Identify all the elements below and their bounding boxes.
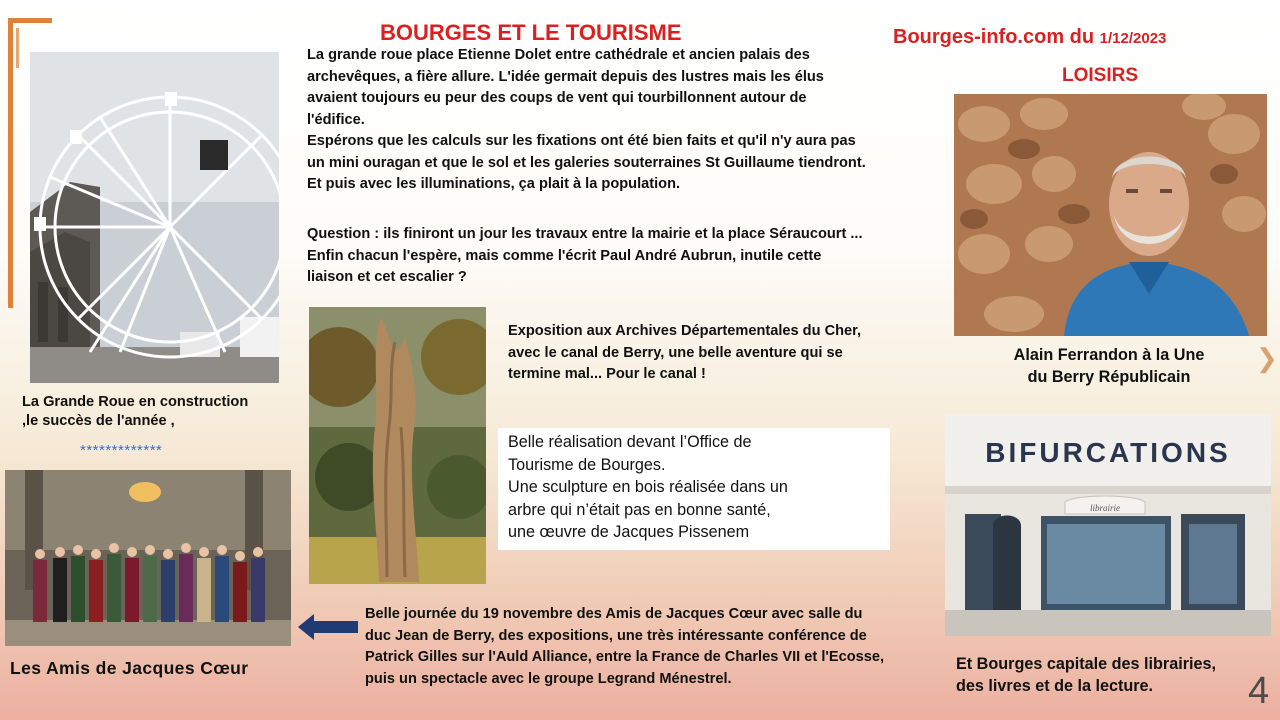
text-line: archevêques, a fière allure. L'idée germait depuis des lustres mais les élus [307, 68, 824, 85]
caption-line: des livres et de la lecture. [956, 677, 1154, 695]
text-line: duc Jean de Berry, des expositions, une très intéressante conférence de [365, 627, 867, 644]
caption-line: Et Bourges capitale des librairies, [956, 655, 1216, 673]
text-line: termine mal... Pour le canal ! [508, 366, 706, 382]
text-line: un mini ouragan et que le sol et les galeries souterraines St Guillaume tiendront. [307, 154, 866, 171]
text-line: Et puis avec les illuminations, ça plait à la population. [307, 176, 681, 192]
section-title: LOISIRS [1062, 65, 1139, 86]
text-line: Enfin chacun l'espère, mais comme l'écrit Paul André Aubrun, inutile cette [307, 247, 822, 264]
ferris-wheel-photo [30, 52, 279, 383]
issue-date: 1/12/2023 [1099, 30, 1167, 47]
shop-sign: BIFURCATIONS [985, 437, 1231, 468]
text-line: Espérons que les calculs sur les fixations ont été bien faits et qu'il n'y aura pas [307, 133, 856, 149]
text-line: Patrick Gilles sur l'Auld Alliance, entre la France de Charles VII et l'Ecosse, [365, 649, 885, 665]
text-line: puis un spectacle avec le groupe Legrand Ménestrel. [365, 670, 732, 687]
caption-line: Alain Ferrandon à la Une [1013, 346, 1205, 364]
caption-alain-ferrandon [975, 344, 1243, 388]
text-line: Exposition aux Archives Départementales du Cher, [508, 323, 862, 339]
shop-sub-sign: librairie [1089, 503, 1121, 513]
text-line: Une sculpture en bois réalisée dans un [508, 478, 788, 496]
text-line: avaient toujours eu peur des coups de vent qui tourbillonnent autour de [307, 90, 807, 106]
caption-amis-jacques-coeur: Les Amis de Jacques Cœur [10, 658, 249, 678]
chevron-right-icon: ❯ [1256, 343, 1278, 373]
article-sculpture [508, 431, 888, 544]
text-line: La grande roue place Etienne Dolet entre cathédrale et ancien palais des [307, 47, 810, 63]
article-travaux [307, 224, 947, 289]
caption-line: du Berry Républicain [1027, 368, 1191, 386]
article-amis-jacques-coeur [365, 604, 945, 690]
caption-line: ,le succès de l'année , [22, 413, 175, 429]
text-line: avec le canal de Berry, une belle aventure qui se [508, 344, 843, 361]
caption-librairie [956, 653, 1276, 697]
caption-line: La Grande Roue en construction [22, 394, 249, 410]
text-line: Tourisme de Bourges. [508, 455, 666, 474]
text-line: arbre qui n’était pas en bonne santé, [508, 500, 771, 519]
text-line: liaison et cet escalier ? [307, 269, 467, 285]
separator-stars: ************* [80, 442, 163, 459]
text-line: Belle journée du 19 novembre des Amis de Jacques Cœur avec salle du [365, 606, 863, 622]
orange-corner-bar-top [8, 18, 52, 23]
page-number: 4 [1248, 670, 1270, 712]
page-title: BOURGES ET LE TOURISME [380, 20, 682, 45]
text-line: une œuvre de Jacques Pissenem [508, 523, 750, 541]
text-line: Question : ils finiront un jour les travaux entre la mairie et la place Séraucourt ... [307, 226, 863, 242]
wood-sculpture-photo [309, 307, 486, 584]
article-grande-roue [307, 45, 947, 196]
orange-corner-bar [8, 18, 13, 308]
alain-ferrandon-photo [954, 94, 1267, 336]
amis-jacques-coeur-photo [5, 470, 291, 646]
caption-ferris-wheel [22, 393, 282, 431]
article-archives [508, 321, 928, 386]
text-line: l'édifice. [307, 111, 365, 128]
bifurcations-bookstore-photo [945, 414, 1271, 636]
orange-corner-accent [16, 28, 19, 68]
arrow-left-icon [298, 612, 360, 642]
text-line: Belle réalisation devant l’Office de [508, 433, 752, 451]
site-label: Bourges-info.com du [893, 26, 1095, 48]
